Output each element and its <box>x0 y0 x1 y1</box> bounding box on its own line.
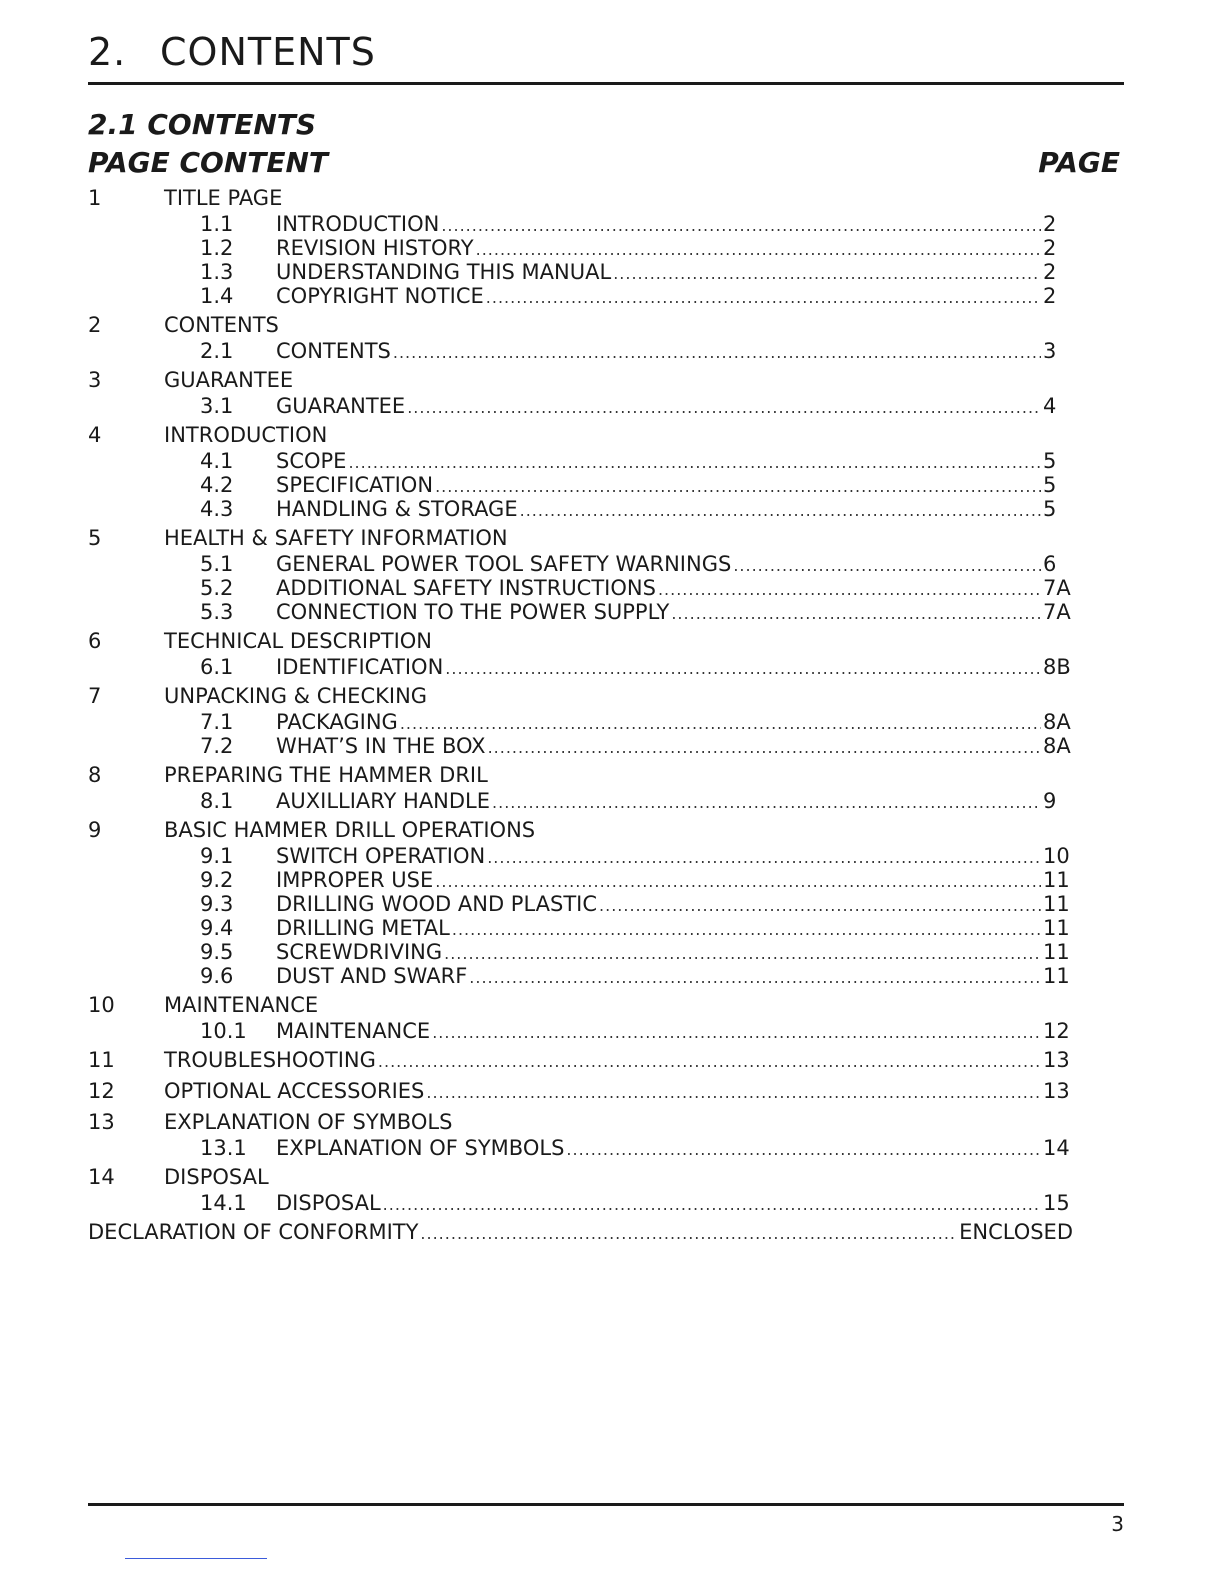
toc-chapter-line[interactable] <box>88 313 1073 339</box>
toc-chapter-line[interactable] <box>88 1110 1073 1136</box>
toc-chapter-title: TECHNICAL DESCRIPTION <box>164 629 432 653</box>
toc-chapter-title: DISPOSAL <box>164 1165 269 1189</box>
toc-chapter-line[interactable] <box>88 763 1073 789</box>
toc-sub-number: 9.5 <box>200 940 234 964</box>
toc-sub-title: DRILLING WOOD AND PLASTIC <box>276 892 598 916</box>
toc-chapter-title: INTRODUCTION <box>164 423 328 447</box>
toc-sub-number: 5.1 <box>200 552 234 576</box>
toc-chapter <box>88 1079 1073 1105</box>
toc-sub-entry[interactable] <box>88 552 1073 576</box>
toc-chapter-number: 14 <box>88 1165 115 1189</box>
toc-chapter-line[interactable] <box>88 993 1073 1019</box>
toc-sub-entry[interactable] <box>88 710 1073 734</box>
toc-sub-page: 3 <box>1043 339 1057 363</box>
toc-sub-entry[interactable] <box>88 339 1073 363</box>
dot-leader <box>613 264 1041 283</box>
toc-chapter-page: 13 <box>1043 1079 1070 1103</box>
toc-sub-entry[interactable] <box>88 892 1073 916</box>
toc-sub-number: 5.2 <box>200 576 234 600</box>
toc-sub-entry[interactable] <box>88 916 1073 940</box>
toc-sub-title: GUARANTEE <box>276 394 406 418</box>
toc-chapter-line[interactable] <box>88 423 1073 449</box>
toc-chapter <box>88 1110 1073 1160</box>
toc-sub-title: SPECIFICATION <box>276 473 434 497</box>
toc-chapter <box>88 313 1073 363</box>
dot-leader <box>488 738 1041 757</box>
toc-sub-number: 5.3 <box>200 600 234 624</box>
toc-sub-page: 12 <box>1043 1019 1070 1043</box>
toc-chapter <box>88 818 1073 988</box>
toc-chapter-line[interactable] <box>88 818 1073 844</box>
toc-chapter-number: 2 <box>88 313 102 337</box>
toc-chapter <box>88 368 1073 418</box>
toc-sub-page: 4 <box>1043 394 1057 418</box>
column-header-page: PAGE <box>1038 146 1120 179</box>
dot-leader <box>487 848 1041 867</box>
toc-sub-number: 9.6 <box>200 964 234 988</box>
toc-chapter-number: 7 <box>88 684 102 708</box>
toc-sub-entry[interactable] <box>88 260 1073 284</box>
toc-sub-number: 9.1 <box>200 844 234 868</box>
top-divider <box>88 82 1124 85</box>
toc-sub-number: 1.2 <box>200 236 234 260</box>
toc-sub-entry[interactable] <box>88 734 1073 758</box>
dot-leader <box>599 896 1041 915</box>
toc-sub-page: 9 <box>1043 789 1057 813</box>
dot-leader <box>435 477 1041 496</box>
toc-sub-title: INTRODUCTION <box>276 212 440 236</box>
toc-chapter-title: GUARANTEE <box>164 368 294 392</box>
toc-sub-title: DISPOSAL <box>276 1191 381 1215</box>
toc-sub-page: 2 <box>1043 236 1057 260</box>
dot-leader <box>400 714 1041 733</box>
toc-chapter-line[interactable] <box>88 526 1073 552</box>
toc-sub-number: 9.3 <box>200 892 234 916</box>
toc-sub-page: 7A <box>1043 600 1071 624</box>
toc-chapter <box>88 1048 1073 1074</box>
toc-sub-number: 3.1 <box>200 394 234 418</box>
toc-entry-title: DECLARATION OF CONFORMITY <box>88 1220 419 1244</box>
toc-sub-number: 4.1 <box>200 449 234 473</box>
toc-chapter-line[interactable] <box>88 186 1073 212</box>
toc-sub-title: SWITCH OPERATION <box>276 844 486 868</box>
toc-chapter-title: TITLE PAGE <box>164 186 283 210</box>
toc-sub-title: DUST AND SWARF <box>276 964 468 988</box>
toc-sub-title: COPYRIGHT NOTICE <box>276 284 484 308</box>
toc-sub-page: 11 <box>1043 940 1070 964</box>
toc-sub-title: HANDLING & STORAGE <box>276 497 518 521</box>
page-title <box>88 30 376 74</box>
toc-sub-number: 13.1 <box>200 1136 247 1160</box>
toc-sub-page: 8A <box>1043 710 1071 734</box>
dot-leader <box>476 240 1041 259</box>
toc-sub-entry[interactable] <box>88 576 1073 600</box>
dot-leader <box>566 1140 1041 1159</box>
dot-leader <box>520 501 1041 520</box>
table-of-contents <box>88 186 1073 1246</box>
toc-sub-title: IDENTIFICATION <box>276 655 444 679</box>
dot-leader <box>432 1023 1041 1042</box>
toc-sub-title: SCOPE <box>276 449 347 473</box>
toc-sub-number: 10.1 <box>200 1019 247 1043</box>
toc-sub-title: ADDITIONAL SAFETY INSTRUCTIONS <box>276 576 656 600</box>
toc-sub-title: GENERAL POWER TOOL SAFETY WARNINGS <box>276 552 732 576</box>
toc-sub-entry[interactable] <box>88 600 1073 624</box>
toc-sub-page: 15 <box>1043 1191 1070 1215</box>
toc-chapter-title: UNPACKING & CHECKING <box>164 684 428 708</box>
bottom-divider <box>88 1503 1124 1506</box>
toc-sub-entry[interactable] <box>88 394 1073 418</box>
chapter-title: CONTENTS <box>160 30 376 74</box>
toc-sub-entry[interactable] <box>88 789 1073 813</box>
dot-leader <box>486 288 1041 307</box>
toc-sub-entry[interactable] <box>88 940 1073 964</box>
toc-chapter <box>88 629 1073 679</box>
toc-chapter <box>88 993 1073 1043</box>
toc-sub-title: PACKAGING <box>276 710 398 734</box>
toc-sub-title: WHAT’S IN THE BOX <box>276 734 486 758</box>
toc-sub-number: 14.1 <box>200 1191 247 1215</box>
toc-declaration-entry[interactable] <box>88 1220 1073 1246</box>
toc-sub-entry[interactable] <box>88 1136 1073 1160</box>
toc-sub-number: 4.3 <box>200 497 234 521</box>
dot-leader <box>671 604 1041 623</box>
toc-chapter-line[interactable] <box>88 629 1073 655</box>
toc-sub-title: CONTENTS <box>276 339 391 363</box>
toc-chapter-page: 13 <box>1043 1048 1070 1072</box>
dot-leader <box>469 968 1041 987</box>
toc-sub-page: 5 <box>1043 497 1057 521</box>
toc-sub-entry[interactable] <box>88 844 1073 868</box>
toc-chapter-number: 6 <box>88 629 102 653</box>
toc-chapter-number: 4 <box>88 423 102 447</box>
toc-chapter-title: EXPLANATION OF SYMBOLS <box>164 1110 453 1134</box>
toc-sub-number: 7.1 <box>200 710 234 734</box>
toc-sub-title: UNDERSTANDING THIS MANUAL <box>276 260 612 284</box>
dot-leader <box>492 793 1041 812</box>
dot-leader <box>393 343 1041 362</box>
chapter-number: 2. <box>88 30 127 74</box>
toc-sub-number: 2.1 <box>200 339 234 363</box>
toc-chapter-number: 13 <box>88 1110 115 1134</box>
toc-chapter-number: 1 <box>88 186 102 210</box>
toc-sub-entry[interactable] <box>88 964 1073 988</box>
toc-sub-title: IMPROPER USE <box>276 868 434 892</box>
toc-chapter-number: 9 <box>88 818 102 842</box>
toc-chapter-number: 8 <box>88 763 102 787</box>
toc-sub-page: 2 <box>1043 212 1057 236</box>
dot-leader <box>658 580 1041 599</box>
toc-chapter-title: HEALTH & SAFETY INFORMATION <box>164 526 508 550</box>
dot-leader <box>452 920 1041 939</box>
toc-sub-entry[interactable] <box>88 1019 1073 1043</box>
section-heading: 2.1 CONTENTS <box>88 108 317 141</box>
toc-sub-page: 11 <box>1043 964 1070 988</box>
toc-sub-title: DRILLING METAL <box>276 916 450 940</box>
toc-sub-page: 8B <box>1043 655 1071 679</box>
toc-sub-page: 5 <box>1043 473 1057 497</box>
toc-chapter-line[interactable] <box>88 1165 1073 1191</box>
toc-sub-page: 6 <box>1043 552 1057 576</box>
toc-sub-entry[interactable] <box>88 284 1073 308</box>
toc-chapter-number: 12 <box>88 1079 115 1103</box>
dot-leader <box>733 556 1041 575</box>
link-underline <box>125 1558 267 1559</box>
toc-chapter-title: BASIC HAMMER DRILL OPERATIONS <box>164 818 536 842</box>
toc-sub-title: AUXILLIARY HANDLE <box>276 789 491 813</box>
toc-chapter <box>88 763 1073 813</box>
toc-sub-number: 1.4 <box>200 284 234 308</box>
toc-sub-page: 2 <box>1043 284 1057 308</box>
toc-chapter-line[interactable] <box>88 684 1073 710</box>
toc-sub-page: 2 <box>1043 260 1057 284</box>
toc-sub-page: 11 <box>1043 868 1070 892</box>
dot-leader <box>441 216 1041 235</box>
toc-sub-number: 8.1 <box>200 789 234 813</box>
toc-chapter-title: TROUBLESHOOTING <box>164 1048 376 1072</box>
toc-sub-entry[interactable] <box>88 868 1073 892</box>
toc-sub-page: 8A <box>1043 734 1071 758</box>
toc-sub-title: CONNECTION TO THE POWER SUPPLY <box>276 600 670 624</box>
toc-chapter-number: 3 <box>88 368 102 392</box>
dot-leader <box>383 1195 1041 1214</box>
toc-sub-title: REVISION HISTORY <box>276 236 474 260</box>
toc-sub-number: 9.2 <box>200 868 234 892</box>
dot-leader <box>407 398 1041 417</box>
toc-chapter <box>88 684 1073 758</box>
toc-chapter <box>88 1165 1073 1215</box>
toc-chapter-line[interactable] <box>88 1079 1073 1105</box>
toc-chapter-title: CONTENTS <box>164 313 279 337</box>
toc-chapter <box>88 423 1073 521</box>
toc-chapter-title: PREPARING THE HAMMER DRIL <box>164 763 488 787</box>
toc-chapter-number: 11 <box>88 1048 115 1072</box>
toc-sub-page: 5 <box>1043 449 1057 473</box>
toc-chapter-title: OPTIONAL ACCESSORIES <box>164 1079 425 1103</box>
dot-leader <box>445 659 1041 678</box>
toc-entry-page: ENCLOSED <box>959 1220 1073 1244</box>
toc-chapter-line[interactable] <box>88 1048 1073 1074</box>
toc-sub-entry[interactable] <box>88 212 1073 236</box>
toc-sub-entry[interactable] <box>88 1191 1073 1215</box>
toc-sub-page: 11 <box>1043 916 1070 940</box>
toc-sub-number: 4.2 <box>200 473 234 497</box>
column-header-content: PAGE CONTENT <box>88 146 329 179</box>
toc-chapter-number: 10 <box>88 993 115 1017</box>
dot-leader <box>426 1083 1041 1102</box>
dot-leader <box>435 872 1041 891</box>
toc-chapter-line[interactable] <box>88 368 1073 394</box>
page-number: 3 <box>1111 1512 1124 1536</box>
toc-chapter-number: 5 <box>88 526 102 550</box>
toc-sub-page: 10 <box>1043 844 1070 868</box>
toc-sub-entry[interactable] <box>88 655 1073 679</box>
toc-sub-page: 11 <box>1043 892 1070 916</box>
toc-sub-number: 9.4 <box>200 916 234 940</box>
toc-chapter <box>88 186 1073 308</box>
toc-sub-entry[interactable] <box>88 449 1073 473</box>
toc-sub-page: 14 <box>1043 1136 1070 1160</box>
toc-sub-entry[interactable] <box>88 236 1073 260</box>
toc-sub-page: 7A <box>1043 576 1071 600</box>
toc-sub-entry[interactable] <box>88 497 1073 521</box>
toc-sub-title: EXPLANATION OF SYMBOLS <box>276 1136 565 1160</box>
toc-sub-entry[interactable] <box>88 473 1073 497</box>
toc-sub-title: SCREWDRIVING <box>276 940 443 964</box>
toc-sub-number: 7.2 <box>200 734 234 758</box>
dot-leader <box>378 1052 1041 1071</box>
dot-leader <box>444 944 1041 963</box>
dot-leader <box>348 453 1041 472</box>
toc-chapter-title: MAINTENANCE <box>164 993 319 1017</box>
dot-leader <box>420 1224 957 1243</box>
toc-sub-title: MAINTENANCE <box>276 1019 431 1043</box>
toc-sub-number: 6.1 <box>200 655 234 679</box>
toc-sub-number: 1.3 <box>200 260 234 284</box>
toc-sub-number: 1.1 <box>200 212 234 236</box>
toc-chapter <box>88 526 1073 624</box>
